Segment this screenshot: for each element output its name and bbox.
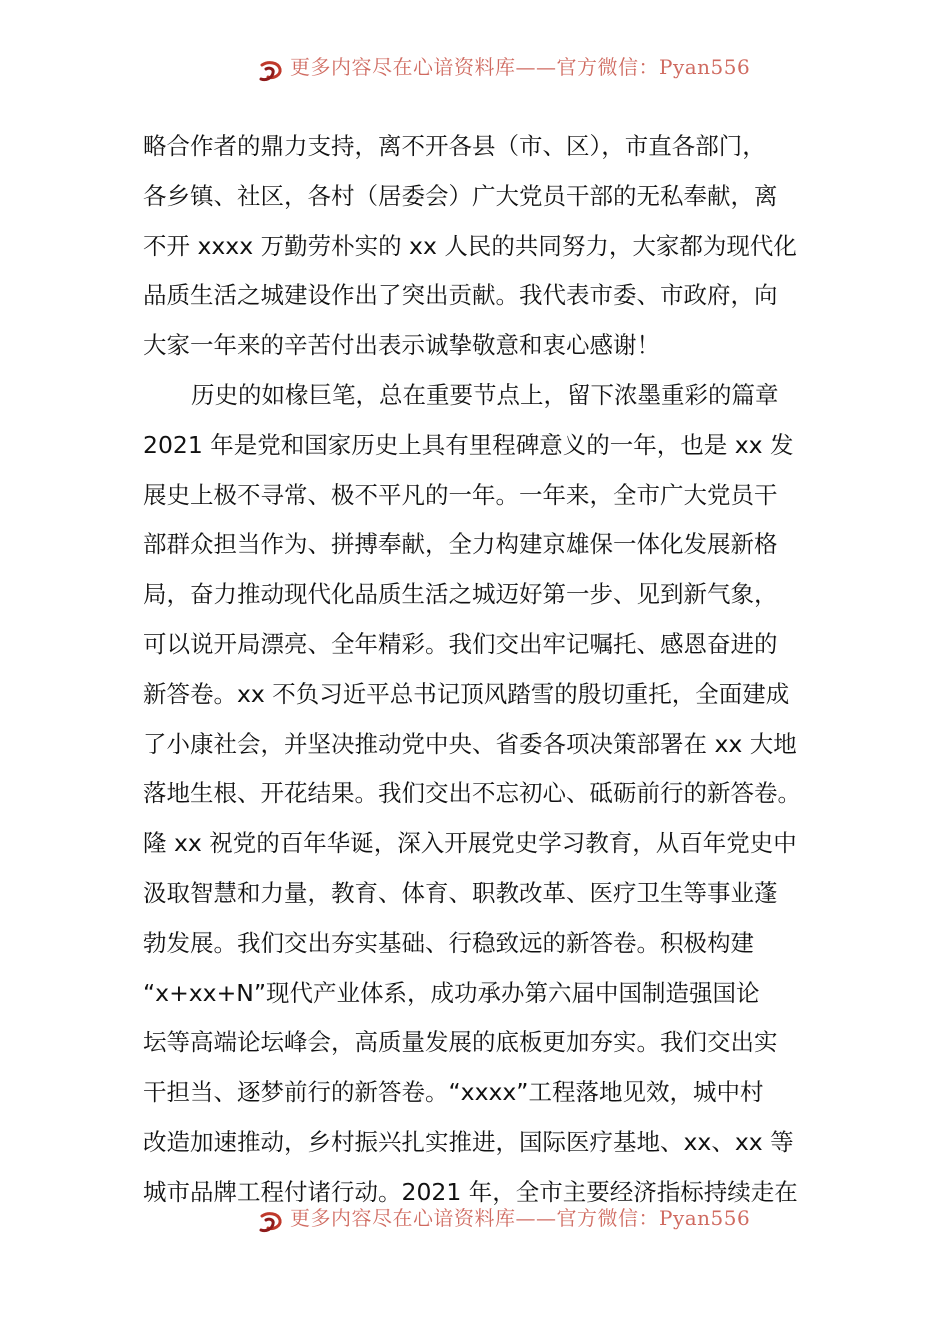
header-watermark [0, 57, 950, 83]
text-line: 改造加速推动，乡村振兴扎实推进，国际医疗基地、xx、xx 等 [143, 1127, 794, 1156]
text-line: 坛等高端论坛峰会，高质量发展的底板更加夯实。我们交出实 [143, 1028, 778, 1057]
text-line: 新答卷。xx 不负习近平总书记顶风踏雪的殷切重托，全面建成 [143, 679, 790, 708]
watermark-text: 更多内容尽在心谙资料库——官方微信：Pyan556 [290, 1208, 751, 1230]
text-line: 了小康社会，并坚决推动党中央、省委各项决策部署在 xx 大地 [143, 729, 797, 758]
text-line: “x+xx+N”现代产业体系，成功承办第六届中国制造强国论 [143, 978, 760, 1007]
text-line: 略合作者的鼎力支持，离不开各县（市、区），市直各部门， [143, 132, 766, 160]
text-line: 可以说开局漂亮、全年精彩。我们交出牢记嘱托、感恩奋进的 [143, 629, 778, 658]
footer-watermark [0, 1208, 950, 1234]
text-line: 局，奋力推动现代化品质生活之城迈好第一步、见到新气象， [143, 580, 778, 609]
text-line: 大家一年来的辛苦付出表示诚挚敬意和衷心感谢！ [143, 331, 660, 360]
text-line: 落地生根、开花结果。我们交出不忘初心、砥砺前行的新答卷。 [143, 779, 801, 808]
text-line: 干担当、逐梦前行的新答卷。“xxxx”工程落地见效，城中村 [143, 1078, 764, 1107]
text-line: 不开 xxxx 万勤劳朴实的 xx 人民的共同努力，大家都为现代化 [143, 231, 797, 260]
document-body [143, 122, 823, 1218]
text-line: 部群众担当作为、拼搏奉献，全力构建京雄保一体化发展新格 [143, 530, 778, 559]
text-line: 各乡镇、社区，各村（居委会）广大党员干部的无私奉献，离 [143, 181, 778, 210]
text-line: 勃发展。我们交出夯实基础、行稳致远的新答卷。积极构建 [143, 928, 754, 957]
text-line: 展史上极不寻常、极不平凡的一年。一年来，全市广大党员干 [143, 480, 778, 509]
text-line: 汲取智慧和力量，教育、体育、职教改革、医疗卫生等事业蓬 [143, 878, 778, 907]
watermark-text: 更多内容尽在心谙资料库——官方微信：Pyan556 [290, 57, 751, 79]
text-line: 城市品牌工程付诸行动。2021 年，全市主要经济指标持续走在 [143, 1177, 798, 1206]
text-line: 隆 xx 祝党的百年华诞，深入开展党史学习教育，从百年党史中 [143, 829, 797, 858]
text-line: 品质生活之城建设作出了突出贡献。我代表市委、市政府，向 [143, 281, 778, 310]
text-line: 2021 年是党和国家历史上具有里程碑意义的一年，也是 xx 发 [143, 430, 794, 459]
logo-icon [258, 1210, 284, 1234]
paragraph-start-line: 历史的如椽巨笔，总在重要节点上，留下浓墨重彩的篇章 [191, 380, 779, 409]
logo-icon [258, 59, 284, 83]
